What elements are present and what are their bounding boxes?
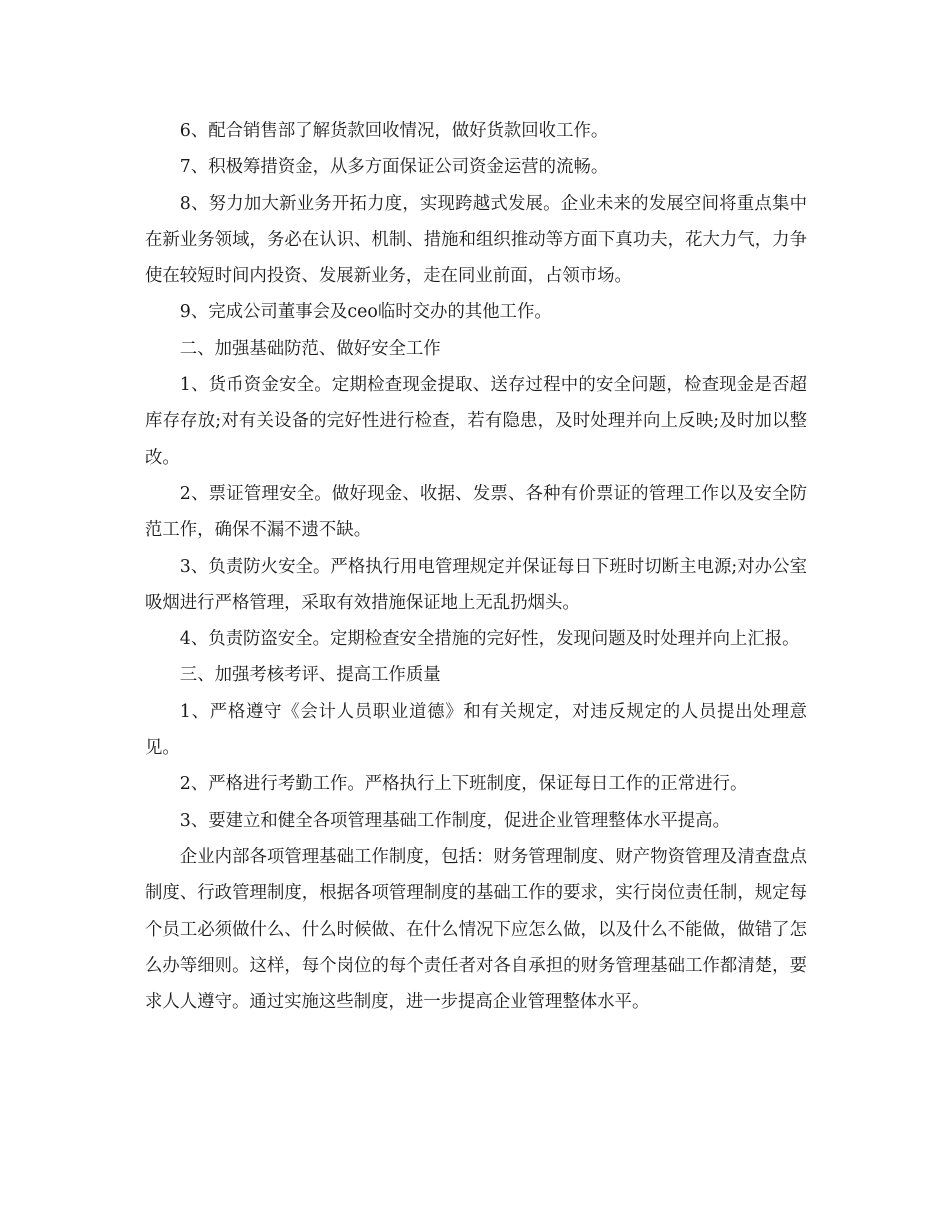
section-heading-3: 三、加强考核考评、提高工作质量 xyxy=(179,665,441,686)
paragraph-ethics: 1、严格遵守《会计人员职业道德》和有关规定，对违反规定的人员提出处理意见。 xyxy=(145,701,807,759)
section-heading-2: 二、加强基础防范、做好安全工作 xyxy=(179,338,441,359)
paragraph-voucher-security: 2、票证管理安全。做好现金、收据、发票、各种有价票证的管理工作以及安全防范工作，确保不漏不遗不缺。 xyxy=(145,483,807,541)
paragraph-internal-rules: 企业内部各项管理基础工作制度，包括：财务管理制度、财产物资管理及清查盘点制度、行政管理制度，根据各项管理制度的基础工作的要求，实行岗位责任制，规定每个员工必须做什么、什么时候做、在什么情况下应怎么做，以及什么不能做，做错了怎么办等细则。这样，每个岗位的每个责任者对各自承担的财务管理基础工作都清楚，要求人人遵守。通过实施这些制度，进一步提高企业管理整体水平。 xyxy=(145,846,807,1013)
paragraph-item-9: 9、完成公司董事会及ceo临时交办的其他工作。 xyxy=(179,302,552,323)
paragraph-management-system: 3、要建立和健全各项管理基础工作制度，促进企业管理整体水平提高。 xyxy=(179,810,730,831)
paragraph-theft-prevention: 4、负责防盗安全。定期检查安全措施的完好性，发现问题及时处理并向上汇报。 xyxy=(179,629,800,650)
paragraph-cash-security: 1、货币资金安全。定期检查现金提取、送存过程中的安全问题，检查现金是否超库存存放;对有关设备的完好性进行检查，若有隐患，及时处理并向上反映;及时加以整改。 xyxy=(145,375,807,468)
paragraph-item-6: 6、配合销售部了解货款回收情况，做好货款回收工作。 xyxy=(179,121,609,141)
document-body xyxy=(145,113,807,1020)
paragraph-item-8: 8、努力加大新业务开拓力度，实现跨越式发展。企业未来的发展空间将重点集中在新业务领域，务必在认识、机制、措施和组织推动等方面下真功夫，花大力气，力争使在较短时间内投资、发展新业务，走在同业前面，占领市场。 xyxy=(145,193,807,287)
paragraph-item-7: 7、积极筹措资金，从多方面保证公司资金运营的流畅。 xyxy=(179,157,609,178)
paragraph-fire-safety: 3、负责防火安全。严格执行用电管理规定并保证每日下班时切断主电源;对办公室吸烟进行严格管理，采取有效措施保证地上无乱扔烟头。 xyxy=(145,556,807,613)
paragraph-attendance: 2、严格进行考勤工作。严格执行上下班制度，保证每日工作的正常进行。 xyxy=(179,774,748,795)
